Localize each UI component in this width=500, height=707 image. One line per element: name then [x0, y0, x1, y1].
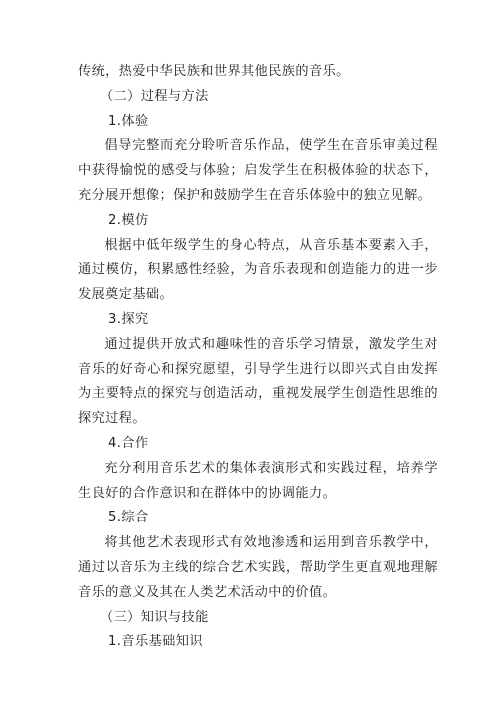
subheading-cooperation: 4.合作	[108, 435, 149, 451]
section-heading-knowledge-skills: （三）知识与技能	[100, 609, 209, 625]
subheading-inquiry: 3.探究	[108, 311, 149, 327]
paragraph-cooperation: 充分利用音乐艺术的集体表演形式和实践过程，培养学生良好的合作意识和在群体中的协调能力。	[78, 460, 438, 501]
paragraph-integration: 将其他艺术表现形式有效地渗透和运用到音乐教学中，通过以音乐为主线的综合艺术实践，帮助学生更直观地理解音乐的意义及其在人类艺术活动中的价值。	[78, 535, 438, 600]
subheading-music-basics: 1.音乐基础知识	[108, 634, 203, 650]
document-body	[78, 60, 438, 655]
paragraph-experience: 倡导完整而充分聆听音乐作品，使学生在音乐审美过程中获得愉悦的感受与体验；启发学生在积极体验的状态下，充分展开想像；保护和鼓励学生在音乐体验中的独立见解。	[78, 138, 438, 203]
paragraph-inquiry: 通过提供开放式和趣味性的音乐学习情景，激发学生对音乐的好奇心和探究愿望，引导学生进行以即兴式自由发挥为主要特点的探究与创造活动，重视发展学生创造性思维的探究过程。	[78, 336, 438, 427]
subheading-experience: 1.体验	[108, 113, 149, 129]
subheading-imitation: 2.模仿	[108, 212, 149, 228]
paragraph-imitation: 根据中低年级学生的身心特点，从音乐基本要素入手，通过模仿，积累感性经验，为音乐表现和创造能力的进一步发展奠定基础。	[78, 237, 438, 303]
subheading-integration: 5.综合	[108, 510, 149, 526]
paragraph-continuation: 传统，热爱中华民族和世界其他民族的音乐。	[78, 64, 350, 79]
section-heading-process-methods: （二）过程与方法	[100, 88, 209, 104]
